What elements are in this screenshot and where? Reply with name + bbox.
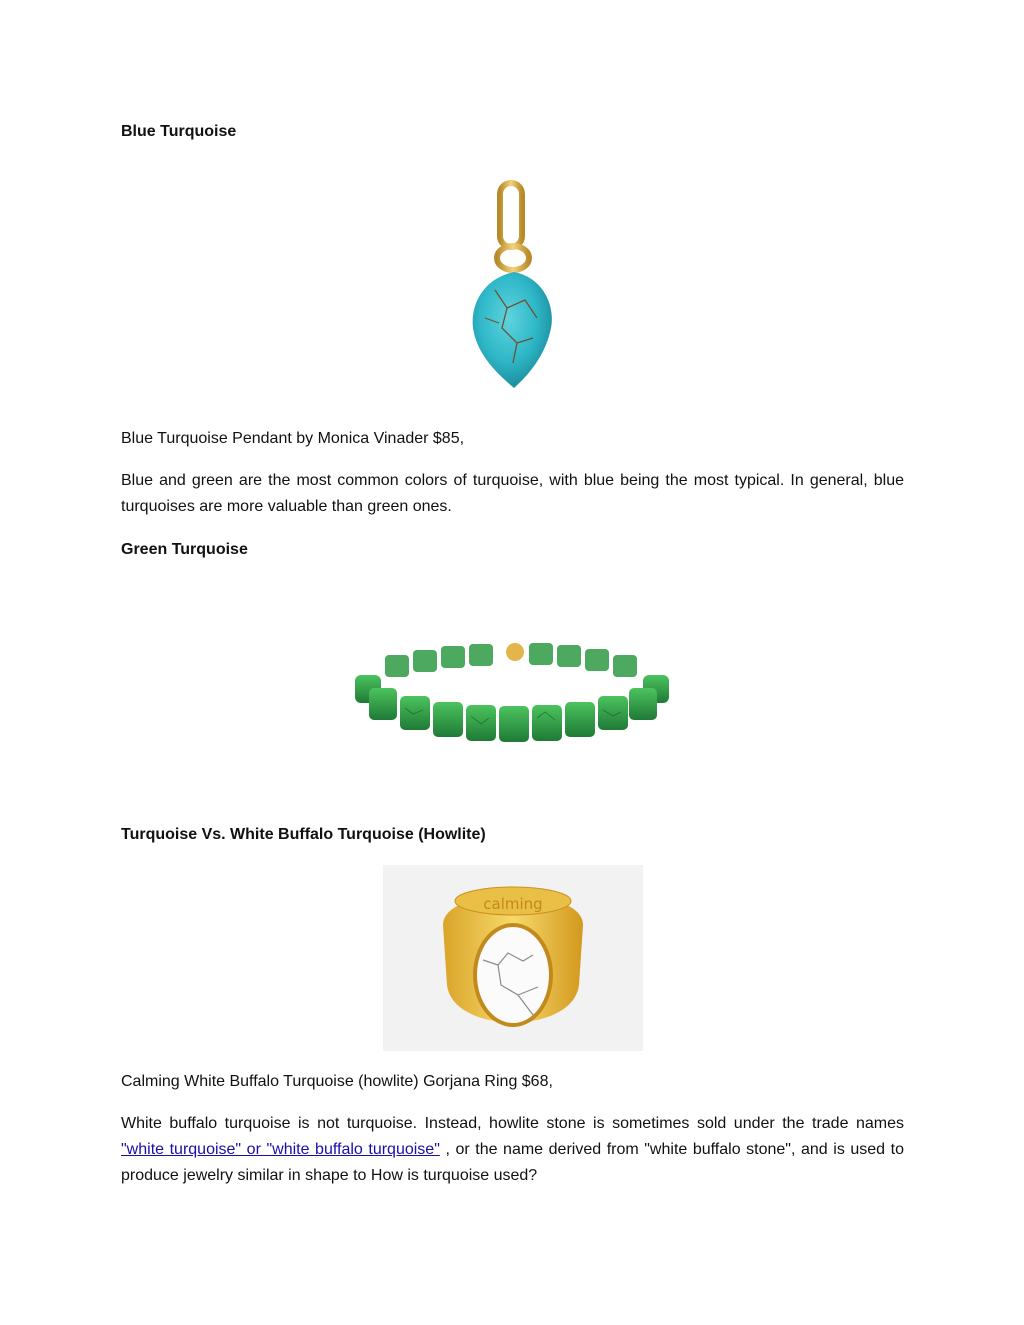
paragraph-text-before-link: White buffalo turquoise is not turquoise. Instead, howlite stone is sometimes sold under the trade names [121, 1115, 904, 1132]
paragraph-white-buffalo [121, 1111, 904, 1189]
white-turquoise-link[interactable]: "white turquoise" or "white buffalo turquoise" [121, 1141, 440, 1158]
howlite-ring-image [383, 865, 643, 1051]
paragraph-text-after-link: , or the name derived from "white buffalo stone", and is used to produce jewelry similar in shape to How is turquoise used? [121, 1141, 904, 1184]
caption-howlite-ring: Calming White Buffalo Turquoise (howlite) Gorjana Ring $68, [121, 1073, 553, 1090]
blue-turquoise-pendant-image [455, 178, 573, 392]
heading-green-turquoise: Green Turquoise [121, 541, 248, 558]
paragraph-blue-green-colors: Blue and green are the most common colors of turquoise, with blue being the most typical. In general, blue turquoises are more valuable than green ones. [121, 472, 904, 515]
green-turquoise-bracelet-image [345, 630, 680, 755]
heading-blue-turquoise: Blue Turquoise [121, 123, 237, 140]
ring-engraving: calming [483, 895, 543, 913]
caption-blue-pendant: Blue Turquoise Pendant by Monica Vinader $85, [121, 430, 465, 447]
heading-howlite: Turquoise Vs. White Buffalo Turquoise (Howlite) [121, 826, 486, 843]
